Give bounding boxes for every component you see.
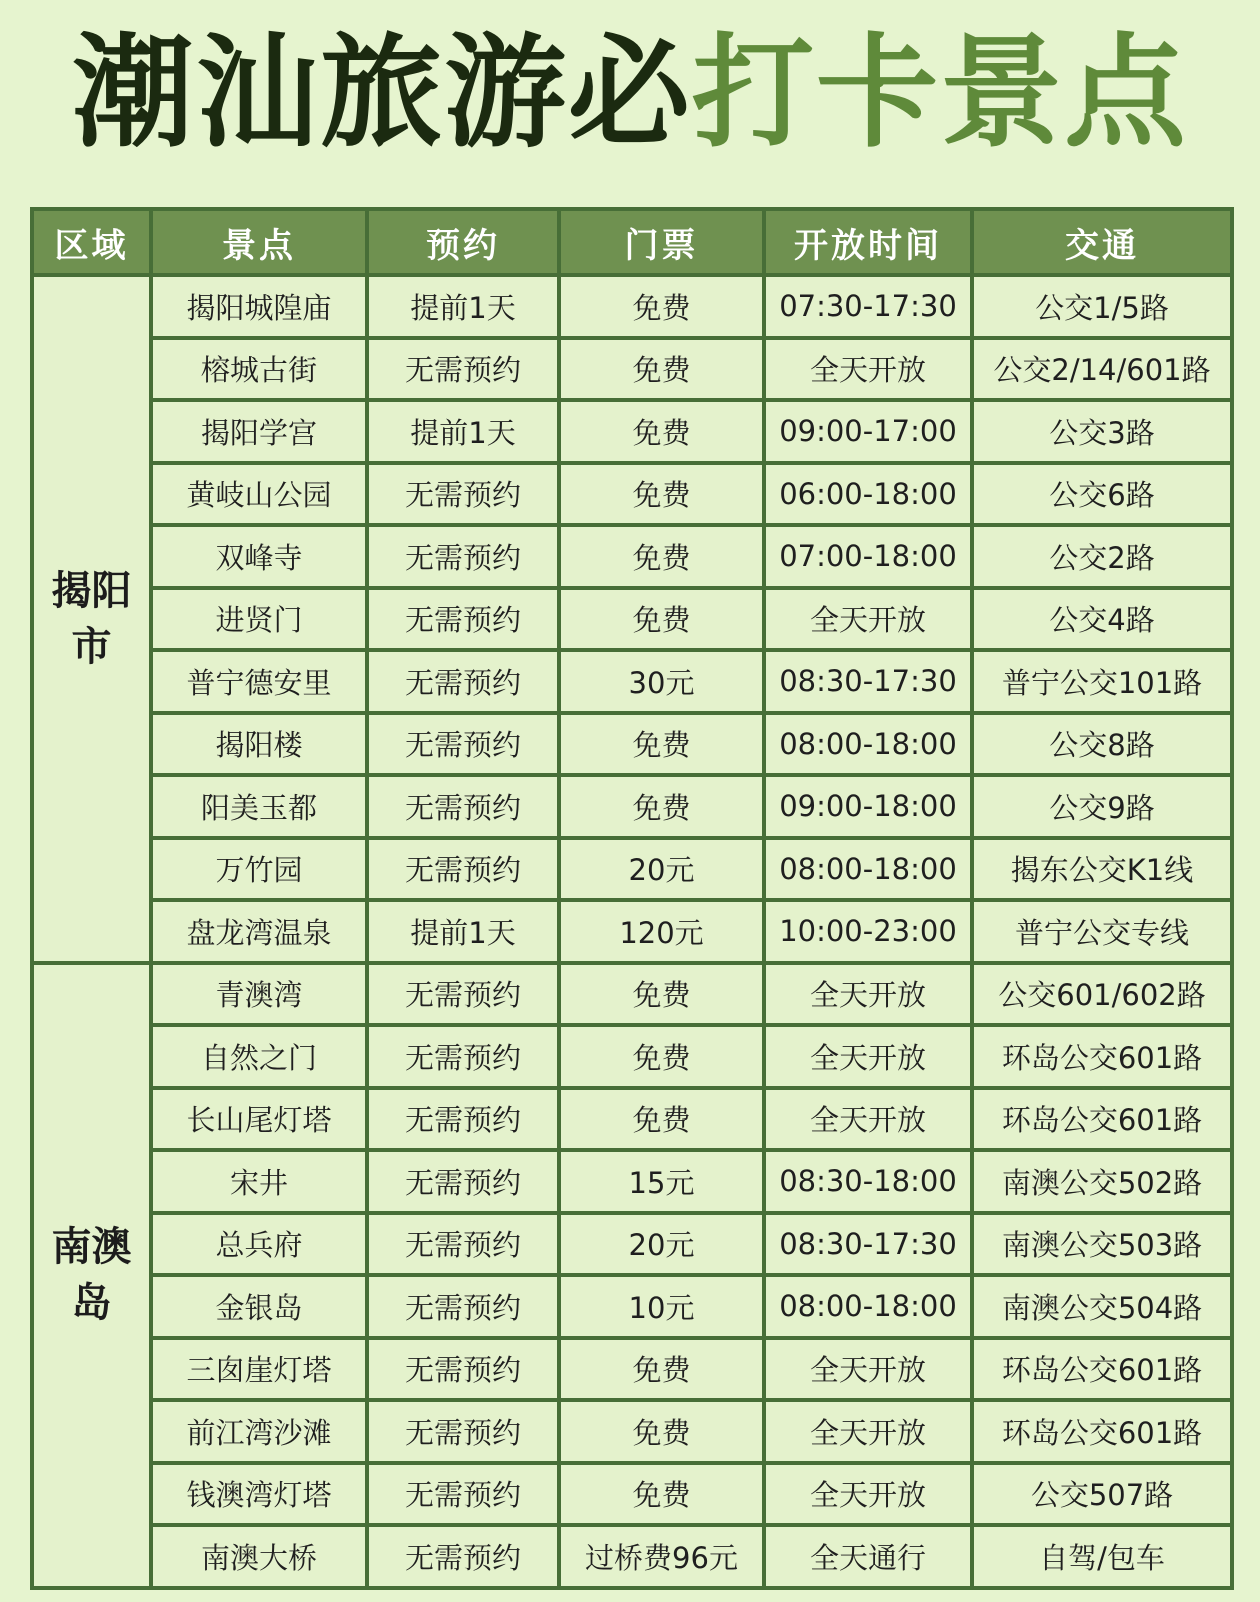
- opening-hours-cell: 09:00-17:00: [764, 400, 972, 463]
- ticket-cell: 15元: [559, 1150, 764, 1213]
- opening-hours-cell: 09:00-18:00: [764, 775, 972, 838]
- table-row: [32, 400, 1232, 463]
- reservation-cell: 无需预约: [367, 713, 559, 776]
- opening-hours-cell: 08:00-18:00: [764, 838, 972, 901]
- attractions-table: [30, 207, 1234, 1590]
- attraction-cell: 榕城古街: [151, 338, 367, 401]
- reservation-cell: 无需预约: [367, 1150, 559, 1213]
- table-row: [32, 1275, 1232, 1338]
- opening-hours-cell: 10:00-23:00: [764, 900, 972, 963]
- table-row: [32, 963, 1232, 1026]
- reservation-cell: 无需预约: [367, 1400, 559, 1463]
- reservation-cell: 无需预约: [367, 338, 559, 401]
- opening-hours-cell: 08:30-17:30: [764, 650, 972, 713]
- header-opening-hours: 开放时间: [764, 209, 972, 275]
- attraction-cell: 青澳湾: [151, 963, 367, 1026]
- title-part-accent: 打卡景点: [692, 22, 1188, 164]
- table-row: [32, 1088, 1232, 1151]
- opening-hours-cell: 07:30-17:30: [764, 275, 972, 338]
- transport-cell: 南澳公交504路: [972, 1275, 1232, 1338]
- attraction-cell: 宋井: [151, 1150, 367, 1213]
- ticket-cell: 免费: [559, 1400, 764, 1463]
- ticket-cell: 120元: [559, 900, 764, 963]
- reservation-cell: 无需预约: [367, 1025, 559, 1088]
- table-row: [32, 275, 1232, 338]
- table-row: [32, 338, 1232, 401]
- reservation-cell: 无需预约: [367, 1463, 559, 1526]
- table-row: [32, 775, 1232, 838]
- ticket-cell: 10元: [559, 1275, 764, 1338]
- transport-cell: 公交601/602路: [972, 963, 1232, 1026]
- page-title: [0, 18, 1260, 168]
- transport-cell: 公交8路: [972, 713, 1232, 776]
- reservation-cell: 无需预约: [367, 775, 559, 838]
- reservation-cell: 无需预约: [367, 1525, 559, 1588]
- table-row: [32, 1150, 1232, 1213]
- header-reservation: 预约: [367, 209, 559, 275]
- attraction-cell: 进贤门: [151, 588, 367, 651]
- attraction-cell: 长山尾灯塔: [151, 1088, 367, 1151]
- table-row: [32, 525, 1232, 588]
- ticket-cell: 过桥费96元: [559, 1525, 764, 1588]
- table-row: [32, 1400, 1232, 1463]
- transport-cell: 揭东公交K1线: [972, 838, 1232, 901]
- header-transport: 交通: [972, 209, 1232, 275]
- ticket-cell: 免费: [559, 588, 764, 651]
- header-region: 区域: [32, 209, 151, 275]
- ticket-cell: 免费: [559, 775, 764, 838]
- opening-hours-cell: 08:30-17:30: [764, 1213, 972, 1276]
- table-row: [32, 1338, 1232, 1401]
- opening-hours-cell: 全天开放: [764, 963, 972, 1026]
- title-part-dark: 潮汕旅游必: [72, 22, 692, 164]
- transport-cell: 公交2/14/601路: [972, 338, 1232, 401]
- opening-hours-cell: 全天开放: [764, 1400, 972, 1463]
- transport-cell: 公交9路: [972, 775, 1232, 838]
- transport-cell: 公交4路: [972, 588, 1232, 651]
- attraction-cell: 盘龙湾温泉: [151, 900, 367, 963]
- transport-cell: 普宁公交101路: [972, 650, 1232, 713]
- reservation-cell: 无需预约: [367, 1213, 559, 1276]
- ticket-cell: 免费: [559, 713, 764, 776]
- table-row: [32, 1525, 1232, 1588]
- table-row: [32, 838, 1232, 901]
- reservation-cell: 无需预约: [367, 1275, 559, 1338]
- table-row: [32, 588, 1232, 651]
- table-header-row: [32, 209, 1232, 275]
- ticket-cell: 免费: [559, 1338, 764, 1401]
- opening-hours-cell: 全天开放: [764, 1025, 972, 1088]
- opening-hours-cell: 全天开放: [764, 1338, 972, 1401]
- ticket-cell: 免费: [559, 400, 764, 463]
- reservation-cell: 无需预约: [367, 525, 559, 588]
- table-row: [32, 650, 1232, 713]
- transport-cell: 南澳公交503路: [972, 1213, 1232, 1276]
- transport-cell: 公交2路: [972, 525, 1232, 588]
- transport-cell: 环岛公交601路: [972, 1025, 1232, 1088]
- ticket-cell: 免费: [559, 1088, 764, 1151]
- transport-cell: 普宁公交专线: [972, 900, 1232, 963]
- reservation-cell: 提前1天: [367, 275, 559, 338]
- attraction-cell: 南澳大桥: [151, 1525, 367, 1588]
- reservation-cell: 无需预约: [367, 650, 559, 713]
- table-row: [32, 1025, 1232, 1088]
- opening-hours-cell: 全天开放: [764, 1088, 972, 1151]
- header-ticket: 门票: [559, 209, 764, 275]
- opening-hours-cell: 08:00-18:00: [764, 713, 972, 776]
- opening-hours-cell: 08:30-18:00: [764, 1150, 972, 1213]
- reservation-cell: 提前1天: [367, 900, 559, 963]
- ticket-cell: 免费: [559, 1463, 764, 1526]
- reservation-cell: 无需预约: [367, 963, 559, 1026]
- ticket-cell: 免费: [559, 1025, 764, 1088]
- reservation-cell: 无需预约: [367, 588, 559, 651]
- ticket-cell: 免费: [559, 525, 764, 588]
- opening-hours-cell: 06:00-18:00: [764, 463, 972, 526]
- reservation-cell: 无需预约: [367, 1338, 559, 1401]
- attraction-cell: 双峰寺: [151, 525, 367, 588]
- table-row: [32, 900, 1232, 963]
- attraction-cell: 自然之门: [151, 1025, 367, 1088]
- ticket-cell: 免费: [559, 338, 764, 401]
- attraction-cell: 揭阳楼: [151, 713, 367, 776]
- attraction-cell: 万竹园: [151, 838, 367, 901]
- attraction-cell: 普宁德安里: [151, 650, 367, 713]
- transport-cell: 自驾/包车: [972, 1525, 1232, 1588]
- reservation-cell: 提前1天: [367, 400, 559, 463]
- table-body: [32, 275, 1232, 1588]
- table-row: [32, 1213, 1232, 1276]
- opening-hours-cell: 08:00-18:00: [764, 1275, 972, 1338]
- transport-cell: 环岛公交601路: [972, 1088, 1232, 1151]
- reservation-cell: 无需预约: [367, 838, 559, 901]
- transport-cell: 环岛公交601路: [972, 1338, 1232, 1401]
- transport-cell: 环岛公交601路: [972, 1400, 1232, 1463]
- attraction-cell: 黄岐山公园: [151, 463, 367, 526]
- region-cell: 南澳岛: [32, 963, 151, 1588]
- ticket-cell: 30元: [559, 650, 764, 713]
- region-cell: 揭阳市: [32, 275, 151, 963]
- opening-hours-cell: 07:00-18:00: [764, 525, 972, 588]
- opening-hours-cell: 全天通行: [764, 1525, 972, 1588]
- header-attraction: 景点: [151, 209, 367, 275]
- transport-cell: 公交6路: [972, 463, 1232, 526]
- transport-cell: 公交1/5路: [972, 275, 1232, 338]
- reservation-cell: 无需预约: [367, 1088, 559, 1151]
- ticket-cell: 20元: [559, 1213, 764, 1276]
- table-row: [32, 713, 1232, 776]
- attraction-cell: 揭阳学宫: [151, 400, 367, 463]
- attraction-cell: 阳美玉都: [151, 775, 367, 838]
- opening-hours-cell: 全天开放: [764, 588, 972, 651]
- opening-hours-cell: 全天开放: [764, 338, 972, 401]
- transport-cell: 南澳公交502路: [972, 1150, 1232, 1213]
- attraction-cell: 前江湾沙滩: [151, 1400, 367, 1463]
- transport-cell: 公交3路: [972, 400, 1232, 463]
- attraction-cell: 钱澳湾灯塔: [151, 1463, 367, 1526]
- transport-cell: 公交507路: [972, 1463, 1232, 1526]
- ticket-cell: 免费: [559, 463, 764, 526]
- attraction-cell: 三囱崖灯塔: [151, 1338, 367, 1401]
- attraction-cell: 金银岛: [151, 1275, 367, 1338]
- reservation-cell: 无需预约: [367, 463, 559, 526]
- ticket-cell: 20元: [559, 838, 764, 901]
- ticket-cell: 免费: [559, 963, 764, 1026]
- table-row: [32, 1463, 1232, 1526]
- opening-hours-cell: 全天开放: [764, 1463, 972, 1526]
- table-row: [32, 463, 1232, 526]
- attraction-cell: 总兵府: [151, 1213, 367, 1276]
- ticket-cell: 免费: [559, 275, 764, 338]
- attraction-cell: 揭阳城隍庙: [151, 275, 367, 338]
